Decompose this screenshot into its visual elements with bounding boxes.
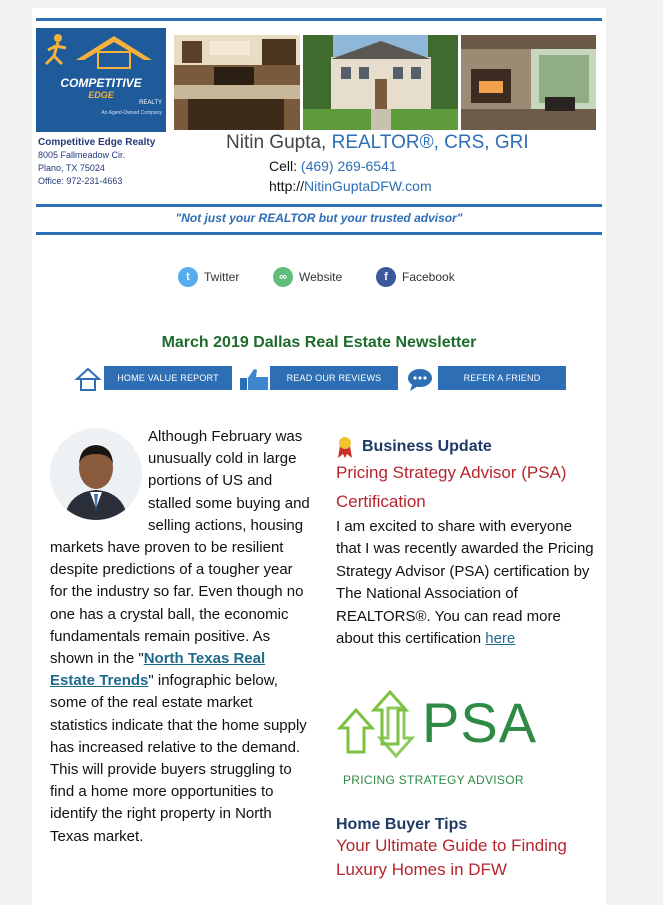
psa-caption: PRICING STRATEGY ADVISOR [343, 773, 524, 787]
article-body [50, 426, 310, 848]
logo-line3: REALTY [139, 100, 162, 106]
cell-phone-link[interactable]: (469) 269-6541 [300, 158, 397, 174]
website-link[interactable]: NitinGuptaDFW.com [304, 178, 432, 194]
award-ribbon-icon [336, 436, 354, 458]
logo-line2: EDGE [88, 90, 114, 100]
company-logo[interactable] [36, 28, 166, 132]
house-exterior-photo [303, 35, 458, 130]
certification-here-link[interactable]: here [485, 630, 516, 648]
psa-certification-heading: Pricing Strategy Advisor (PSA) Certification [336, 463, 567, 511]
office-name: Competitive Edge Realty [38, 137, 156, 148]
logo-tagline: An Agent-Owned Company [101, 110, 162, 116]
website-social-link[interactable] [273, 266, 342, 288]
newsletter-title: March 2019 Dallas Real Estate Newsletter [161, 334, 477, 351]
agent-name: Nitin Gupta, [226, 132, 327, 153]
luxury-homes-guide-heading[interactable]: Your Ultimate Guide to Finding Luxury Homes in DFW [336, 836, 567, 879]
office-city: Plano, TX 75024 [38, 163, 105, 173]
top-divider [36, 18, 602, 21]
link-icon: ∞ [273, 267, 293, 287]
twitter-icon: t [178, 267, 198, 287]
twitter-link[interactable] [178, 266, 239, 288]
thumbs-up-icon [238, 366, 272, 392]
tagline-top-divider [36, 204, 602, 207]
facebook-icon: f [376, 267, 396, 287]
website-label: Website [299, 270, 343, 284]
business-update-heading: Business Update [362, 438, 492, 455]
article-text-part1: Although February was unusually cold in large portions of US and stalled some buying and selling actions, housing markets have proven to be resilient despite predictions of a tougher year for the industry so far. Even though no one has a crystal ball, the economic fundamentals remain positive. As shown in the " [50, 428, 310, 668]
office-street: 8005 Fallmeadow Cir. [38, 150, 126, 160]
agent-titles: REALTOR®, CRS, GRI [331, 132, 529, 153]
article-text-part2: " infographic below, some of the real estate market statistics indicate that the home supply has increased relative to the demand. This will provide buyers struggling to find a home more opportunities to identify the right property in North Texas market. [50, 672, 307, 845]
home-buyer-tips-heading: Home Buyer Tips [336, 816, 468, 833]
business-update-text [336, 516, 598, 650]
newsletter-page [32, 8, 606, 905]
read-reviews-button[interactable]: READ OUR REVIEWS [270, 366, 398, 390]
kitchen-photo [174, 35, 300, 130]
cell-line [269, 158, 397, 174]
twitter-label: Twitter [204, 270, 240, 284]
logo-line1: COMPETITIVE [60, 76, 142, 90]
tagline: "Not just your REALTOR but your trusted advisor" [175, 211, 463, 225]
psa-arrows-icon [336, 688, 426, 758]
url-prefix: http:// [269, 178, 305, 194]
facebook-label: Facebook [402, 270, 455, 284]
home-icon [74, 366, 102, 392]
home-buyer-tips-section [336, 816, 598, 882]
tagline-bottom-divider [36, 232, 602, 235]
north-texas-trends-link[interactable]: North Texas Real Estate Trends [50, 650, 266, 690]
cell-label: Cell: [269, 158, 298, 174]
psa-mark: PSA [422, 691, 538, 754]
living-room-photo [461, 35, 596, 130]
home-value-report-button[interactable]: HOME VALUE REPORT [104, 366, 232, 390]
business-text: I am excited to share with everyone that I was recently awarded the Pricing Strategy Advisor (PSA) certification by The National Association of REALTORS®. You can read more about this certification [336, 518, 594, 648]
house-runner-logo-icon [36, 30, 166, 80]
agent-name-line [226, 132, 529, 154]
office-phone: Office: 972-231-4663 [38, 176, 123, 186]
chat-bubbles-icon [406, 366, 438, 392]
website-line [269, 178, 432, 194]
agent-avatar [50, 428, 142, 520]
business-update-section [336, 436, 598, 650]
office-address [38, 136, 155, 188]
facebook-link[interactable] [376, 266, 455, 288]
refer-friend-button[interactable]: REFER A FRIEND [438, 366, 566, 390]
